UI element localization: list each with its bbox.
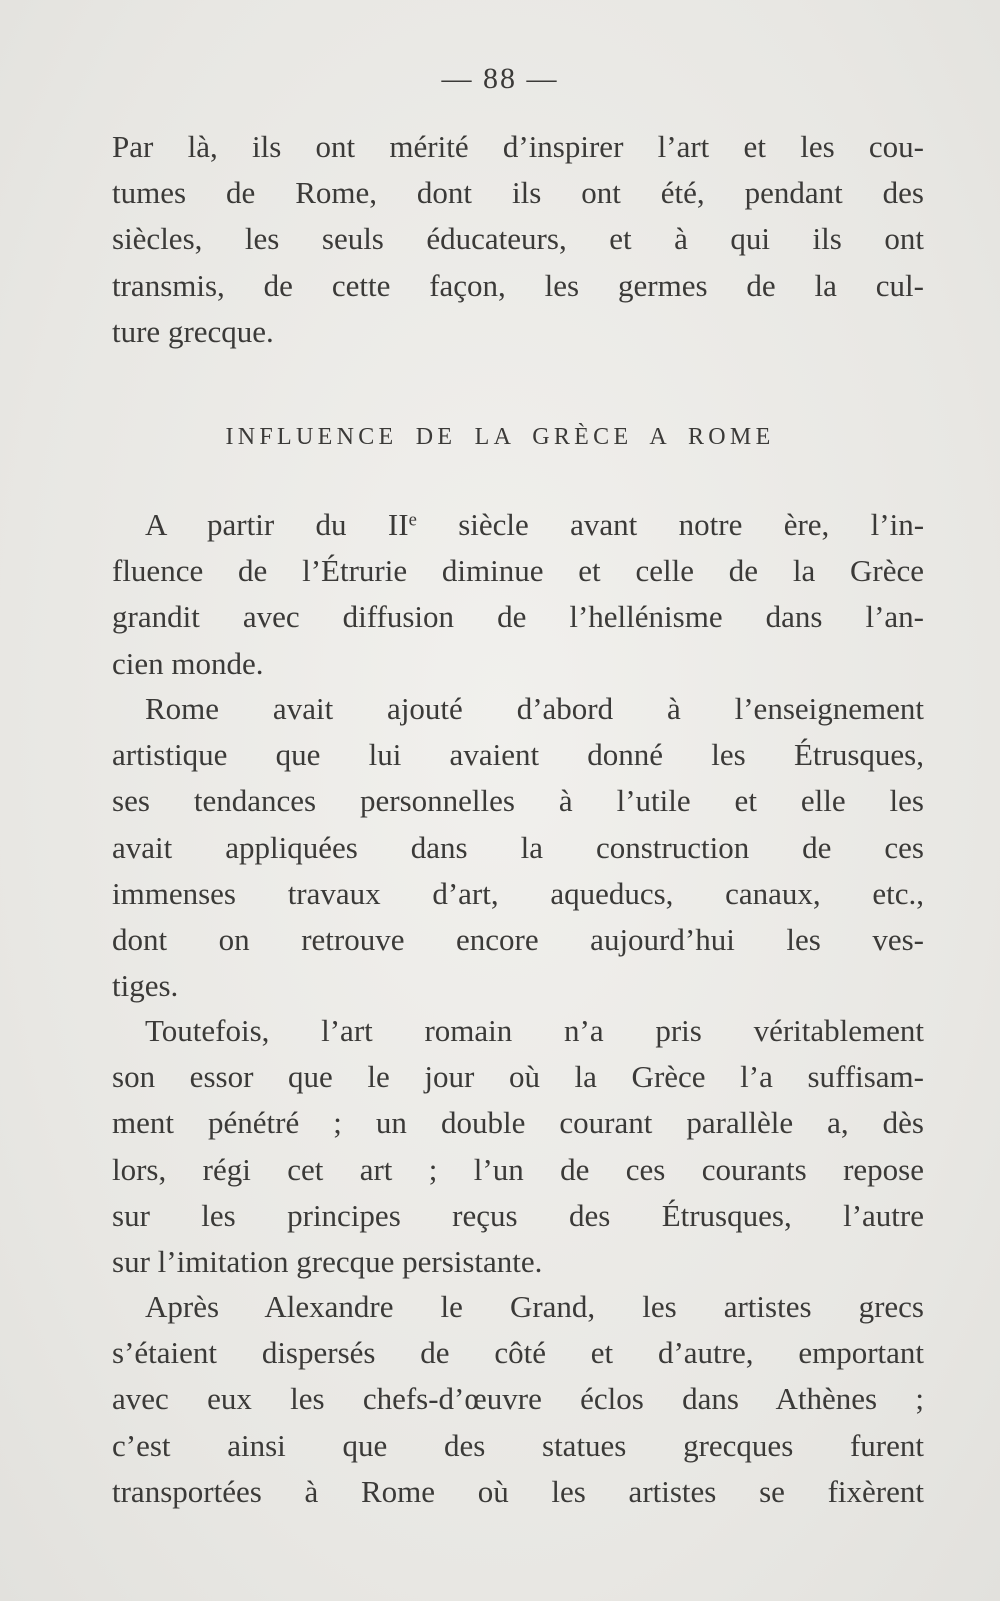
text-line: tumes de Rome, dont ils ont été, pendant des xyxy=(112,175,924,211)
paragraph-1 xyxy=(112,502,924,687)
text-line: s’étaient dispersés de côté et d’autre, emportant xyxy=(112,1335,924,1371)
superscript: e xyxy=(408,509,417,531)
paragraph-3 xyxy=(112,1008,924,1285)
text-line: c’est ainsi que des statues grecques furent xyxy=(112,1427,924,1463)
text-line: fluence de l’Étrurie diminue et celle de la Grèce xyxy=(112,553,924,589)
roman-numeral: II xyxy=(387,507,409,542)
text-line: transmis, de cette façon, les germes de la cul- xyxy=(112,267,924,303)
text-line: artistique que lui avaient donné les Étrusques, xyxy=(112,737,924,773)
paragraph-4 xyxy=(112,1284,924,1515)
text-line: son essor que le jour où la Grèce l’a suffisam- xyxy=(112,1059,924,1095)
text-line: tiges. xyxy=(112,968,179,1004)
text-line: avec eux les chefs-d’œuvre éclos dans Athènes ; xyxy=(112,1381,924,1417)
text-line: dont on retrouve encore aujourd’hui les ves- xyxy=(112,921,924,957)
text-line: avait appliquées dans la construction de ces xyxy=(112,829,924,865)
paragraph-2 xyxy=(112,686,924,1009)
text-line xyxy=(112,502,924,548)
text-line: ses tendances personnelles à l’utile et elle les xyxy=(112,783,924,819)
text-line: siècles, les seuls éducateurs, et à qui ils ont xyxy=(112,221,924,257)
text-line: transportées à Rome où les artistes se fixèrent xyxy=(112,1473,924,1509)
text-line: ture grecque. xyxy=(112,313,274,349)
text-line: Rome avait ajouté d’abord à l’enseignement xyxy=(145,691,924,726)
text-line: lors, régi cet art ; l’un de ces courants repose xyxy=(112,1151,924,1187)
text-fragment: A partir du xyxy=(145,507,347,542)
text-line: immenses travaux d’art, aqueducs, canaux, etc., xyxy=(112,875,924,911)
text-line: ment pénétré ; un double courant parallèle a, dès xyxy=(112,1105,924,1141)
text-line: grandit avec diffusion de l’hellénisme dans l’an- xyxy=(112,599,924,635)
section-heading: INFLUENCE DE LA GRÈCE A ROME xyxy=(225,424,775,450)
text-line: sur l’imitation grecque persistante. xyxy=(112,1243,543,1279)
paragraph-intro xyxy=(112,124,924,355)
text-fragment: siècle avant notre ère, l’in- xyxy=(458,507,925,542)
text-line: Après Alexandre le Grand, les artistes grecs xyxy=(145,1289,924,1324)
text-line: Par là, ils ont mérité d’inspirer l’art et les cou- xyxy=(112,129,924,164)
page-number: — 88 — xyxy=(441,62,559,95)
text-line: sur les principes reçus des Étrusques, l’autre xyxy=(112,1197,924,1233)
text-line: Toutefois, l’art romain n’a pris véritablement xyxy=(145,1013,924,1048)
text-line: cien monde. xyxy=(112,645,264,681)
